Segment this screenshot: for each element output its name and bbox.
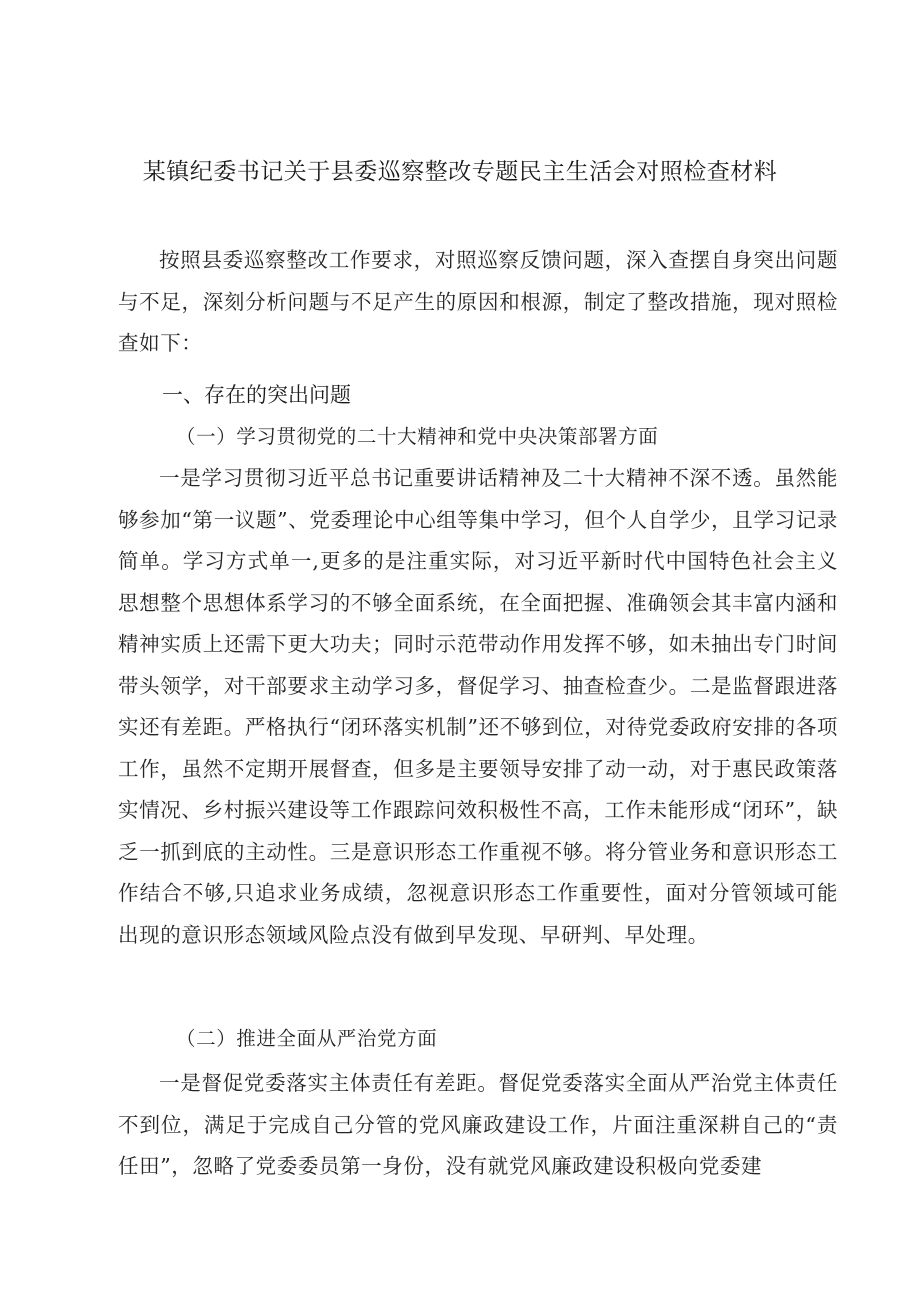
subsection-heading-discipline: （二）推进全面从严治党方面 [176,1027,438,1050]
subsection-body-discipline: 一是督促党委落实主体责任有差距。督促党委落实全面从严治党主体责任不到位，满足于完成自己分管的党风廉政建设工作，片面注重深耕自己的“责任田”，忽略了党委委员第一身份，没有就党风廉政建设积极向党委建 [118,1071,838,1178]
subsection-body-study: 一是学习贯彻习近平总书记重要讲话精神及二十大精神不深不透。虽然能够参加“第一议题”、党委理论中心组等集中学习，但个人自学少，且学习记录简单。学习方式单一,更多的是注重实际，对习近平新时代中国特色社会主义思想整个思想体系学习的不够全面系统，在全面把握、准确领会其丰富内涵和精神实质上还需下更大功夫；同时示范带动作用发挥不够，如未抽出专门时间带头领学，对干部要求主动学习多，督促学习、抽查检查少。二是监督跟进落实还有差距。严格执行“闭环落实机制”还不够到位，对待党委政府安排的各项工作，虽然不定期开展督查，但多是主要领导安排了动一动，对于惠民政策落实情况、乡村振兴建设等工作跟踪问效积极性不高，工作未能形成“闭环”，缺乏一抓到底的主动性。三是意识形态工作重视不够。将分管业务和意识形态工作结合不够,只追求业务成绩，忽视意识形态工作重要性，面对分管领域可能出现的意识形态领域风险点没有做到早发现、早研判、早处理。 [118,466,838,947]
subsection-heading-study: （一）学习贯彻党的二十大精神和党中央决策部署方面 [176,425,659,448]
section-heading-problems: 一、存在的突出问题 [162,383,351,407]
document-title: 某镇纪委书记关于县委巡察整改专题民主生活会对照检查材料 [142,159,778,185]
intro-paragraph: 按照县委巡察整改工作要求，对照巡察反馈问题，深入查摆自身突出问题与不足，深刻分析问题与不足产生的原因和根源，制定了整改措施，现对照检查如下： [118,248,838,355]
